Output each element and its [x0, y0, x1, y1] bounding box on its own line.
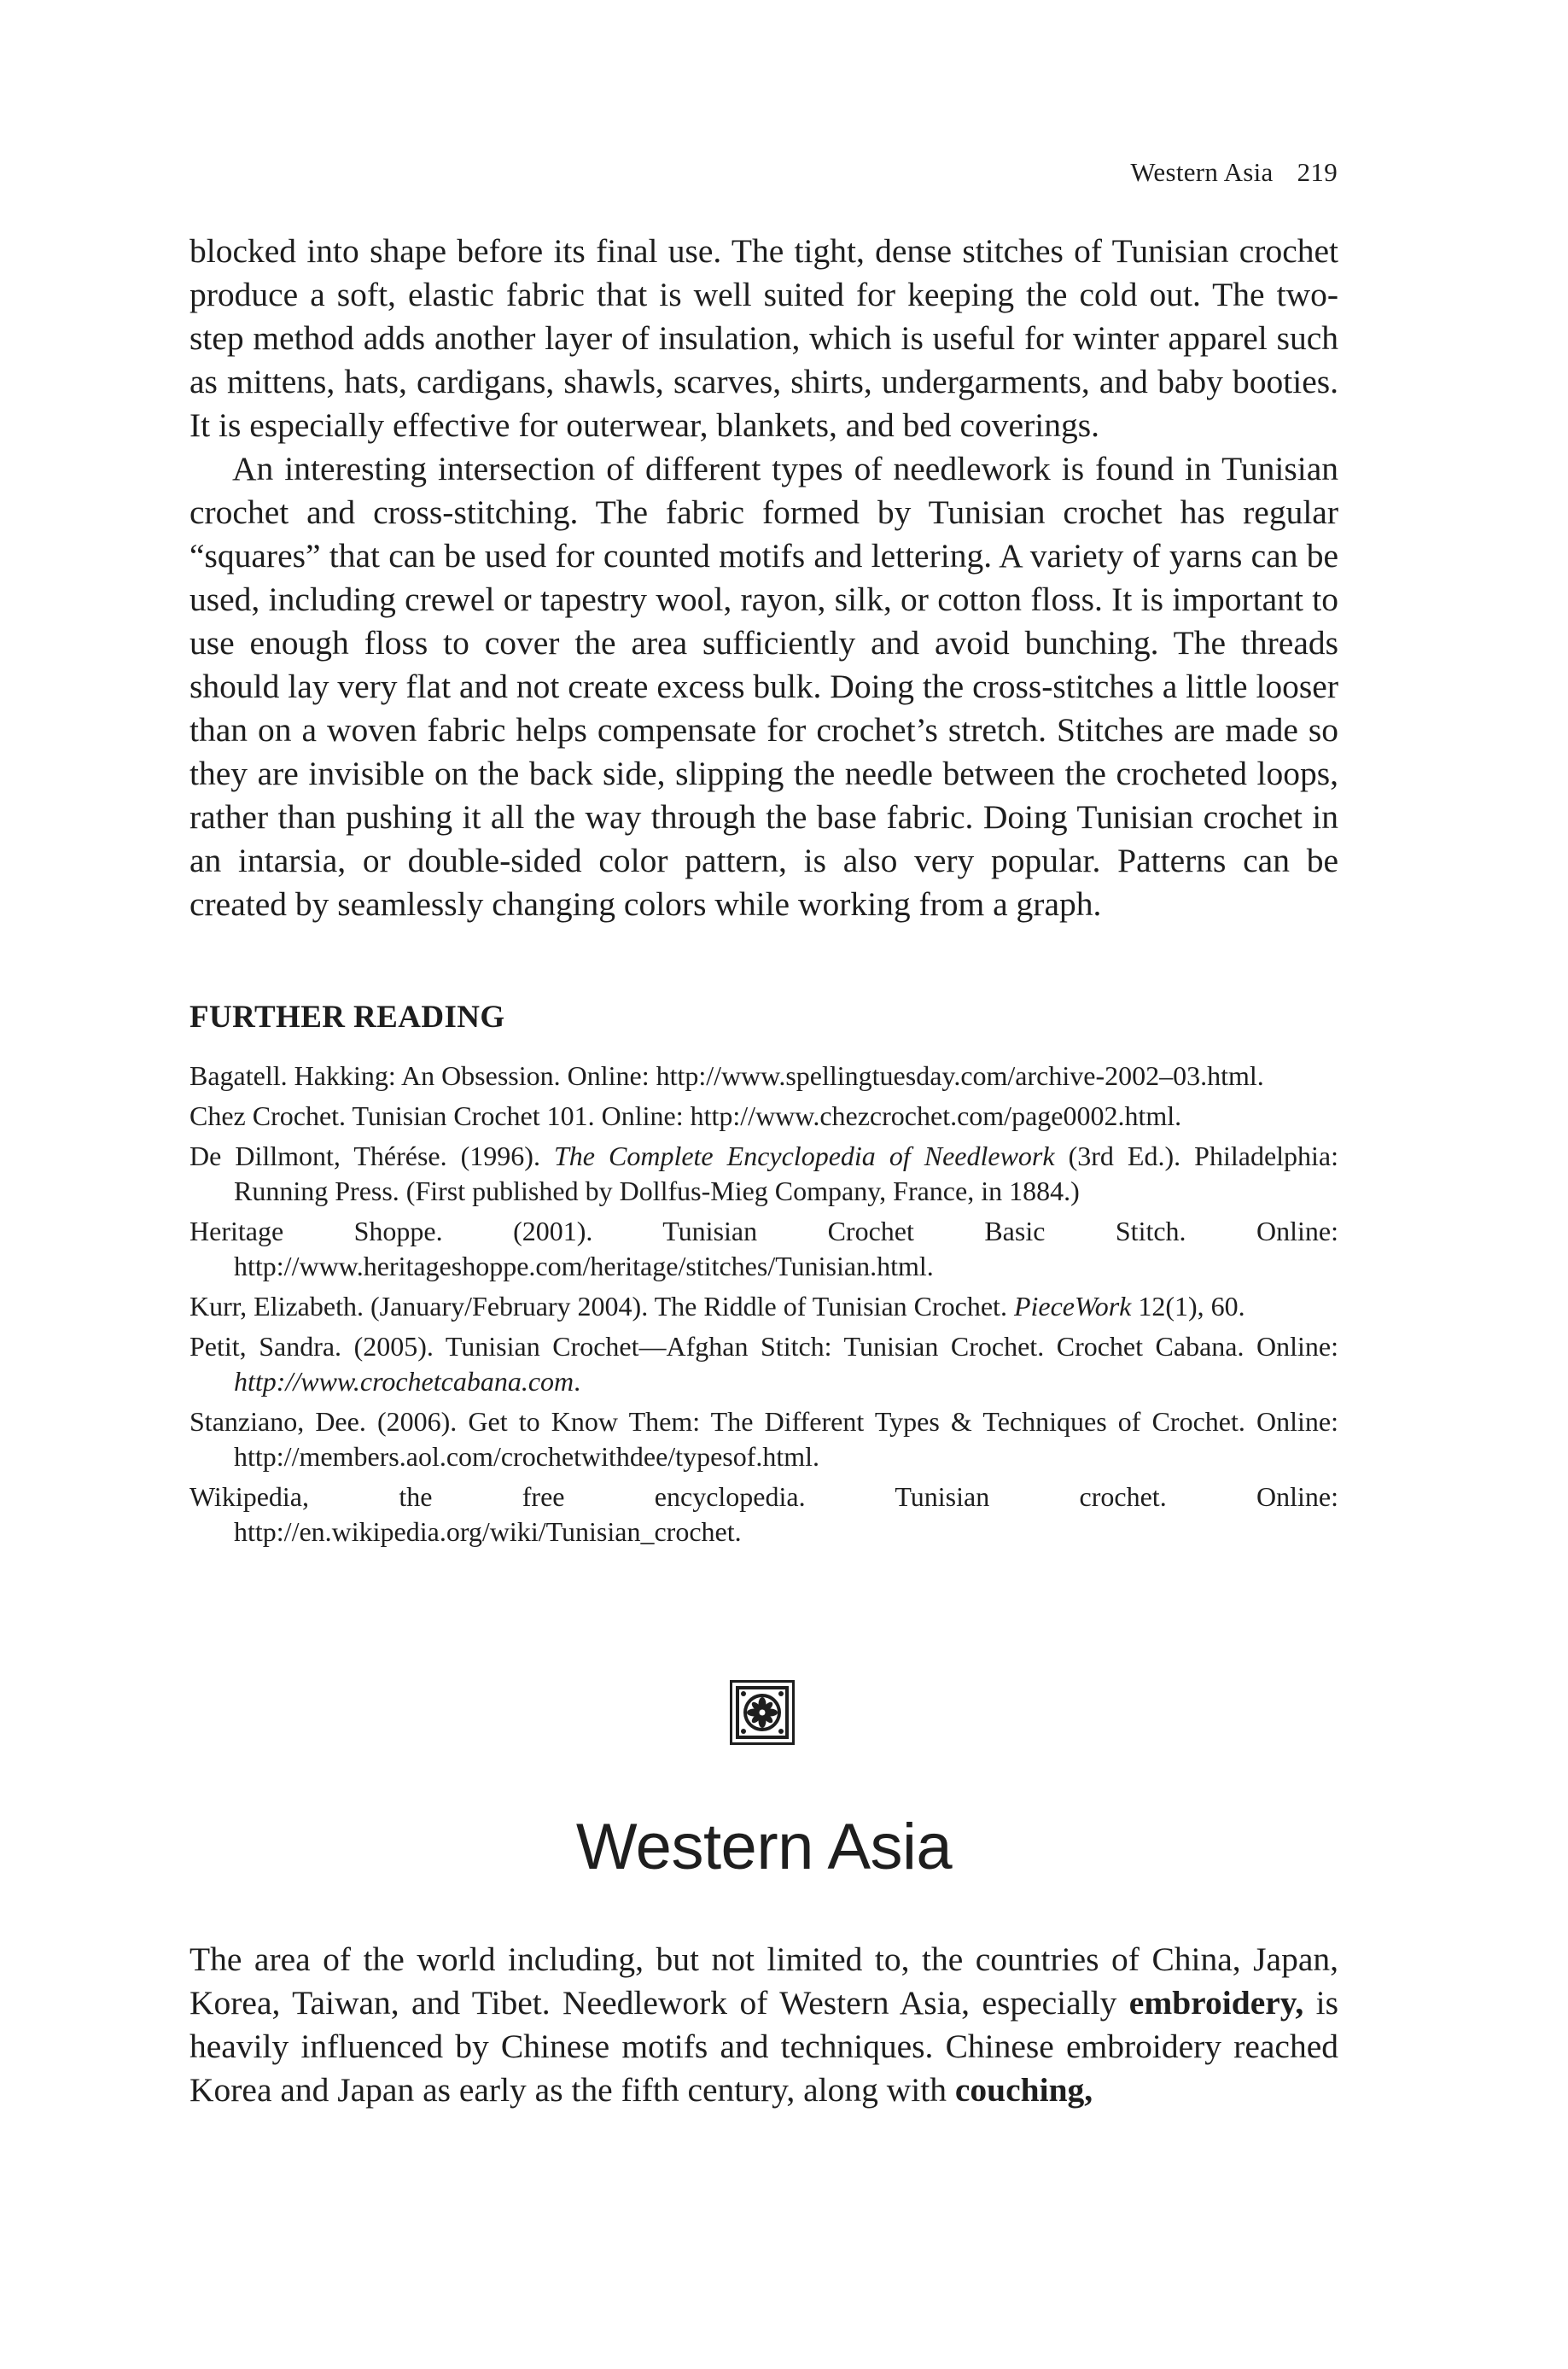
paragraph-text: The area of the world including, but not limited to, the countries of China, Japan, Korea, Taiwan, and Tibet. Needlework of Western Asia, especially: [189, 1940, 1338, 2022]
reference-item: [189, 1289, 1338, 1324]
reference-text: 12(1), 60.: [1131, 1291, 1245, 1322]
running-head: [1130, 157, 1338, 188]
page-number: 219: [1297, 157, 1338, 187]
reference-item: Bagatell. Hakking: An Obsession. Online: http://www.spellingtuesday.com/archive-2002–03.html.: [189, 1060, 1264, 1091]
reference-text: De Dillmont, Thérése. (1996).: [189, 1141, 554, 1171]
paragraph: blocked into shape before its final use. The tight, dense stitches of Tunisian crochet produce a soft, elastic fabric that is well suited for keeping the cold out. The two-step method adds another layer of insulation, which is useful for winter apparel such as mittens, hats, cardigans, shawls, scarves, shirts, undergarments, and baby booties. It is especially effective for outerwear, blankets, and bed coverings.: [189, 232, 1338, 444]
reference-item: Stanziano, Dee. (2006). Get to Know Them: The Different Types & Techniques of Crochet. Online: http://members.aol.com/crochetwithdee/typesof.html.: [189, 1406, 1338, 1472]
reference-title: The Complete Encyclopedia of Needlework: [553, 1141, 1055, 1171]
reference-text: Kurr, Elizabeth. (January/February 2004). The Riddle of Tunisian Crochet.: [189, 1291, 1014, 1322]
paragraph: [189, 1938, 1338, 2112]
section-title: Western Asia: [575, 1811, 953, 1883]
reference-item: Heritage Shoppe. (2001). Tunisian Crochet Basic Stitch. Online: http://www.heritageshoppe.com/heritage/stitches/Tunisian.html.: [189, 1216, 1338, 1281]
further-reading-heading: FURTHER READING: [189, 1000, 505, 1035]
section-intro: [189, 1938, 1338, 2112]
reference-text: (3rd Ed.). Philadelphia: Running Press. (First published by Dollfus-Mieg Company, France, in 1884.): [234, 1141, 1339, 1206]
reference-url: http://www.crochetcabana.com: [234, 1366, 574, 1397]
reference-item: [189, 1329, 1338, 1399]
reference-title: PieceWork: [1013, 1291, 1132, 1322]
paragraph: An interesting intersection of different types of needlework is found in Tunisian crochet and cross-stitching. The fabric formed by Tunisian crochet has regular “squares” that can be used for counted motifs and lettering. A variety of yarns can be used, including crewel or tapestry wool, rayon, silk, or cotton floss. It is important to use enough floss to cover the area sufficiently and avoid bunching. The threads should lay very flat and not create excess bulk. Doing the cross-stitches a little looser than on a woven fabric helps compensate for crochet’s stretch. Stitches are made so they are invisible on the back side, slipping the needle between the crocheted loops, rather than pushing it all the way through the base fabric. Doing Tunisian crochet in an intarsia, or double-sided color pattern, is also very popular. Patterns can be created by seamlessly changing colors while working from a graph.: [189, 450, 1338, 923]
reference-item: Wikipedia, the free encyclopedia. Tunisian crochet. Online: http://en.wikipedia.org/wiki/Tunisian_crochet.: [189, 1481, 1338, 1547]
reference-item: [189, 1139, 1338, 1209]
paragraph-text: is heavily influenced by Chinese motifs and techniques. Chinese embroidery reached Korea and Japan as early as the fifth century, along with: [189, 1984, 1338, 2109]
reference-item: Chez Crochet. Tunisian Crochet 101. Online: http://www.chezcrochet.com/page0002.html.: [189, 1100, 1182, 1131]
reference-text: Petit, Sandra. (2005). Tunisian Crochet—Afghan Stitch: Tunisian Crochet. Crochet Cabana. Online:: [189, 1331, 1338, 1362]
continued-text: [189, 230, 1338, 926]
cross-reference-term: embroidery,: [1128, 1984, 1304, 2022]
cross-reference-term: couching,: [954, 2071, 1093, 2109]
reference-text: .: [574, 1366, 581, 1397]
running-head-title: Western Asia: [1130, 157, 1274, 187]
square-floral-ornament-icon: [730, 1680, 795, 1745]
reference-list: [189, 1059, 1338, 1555]
